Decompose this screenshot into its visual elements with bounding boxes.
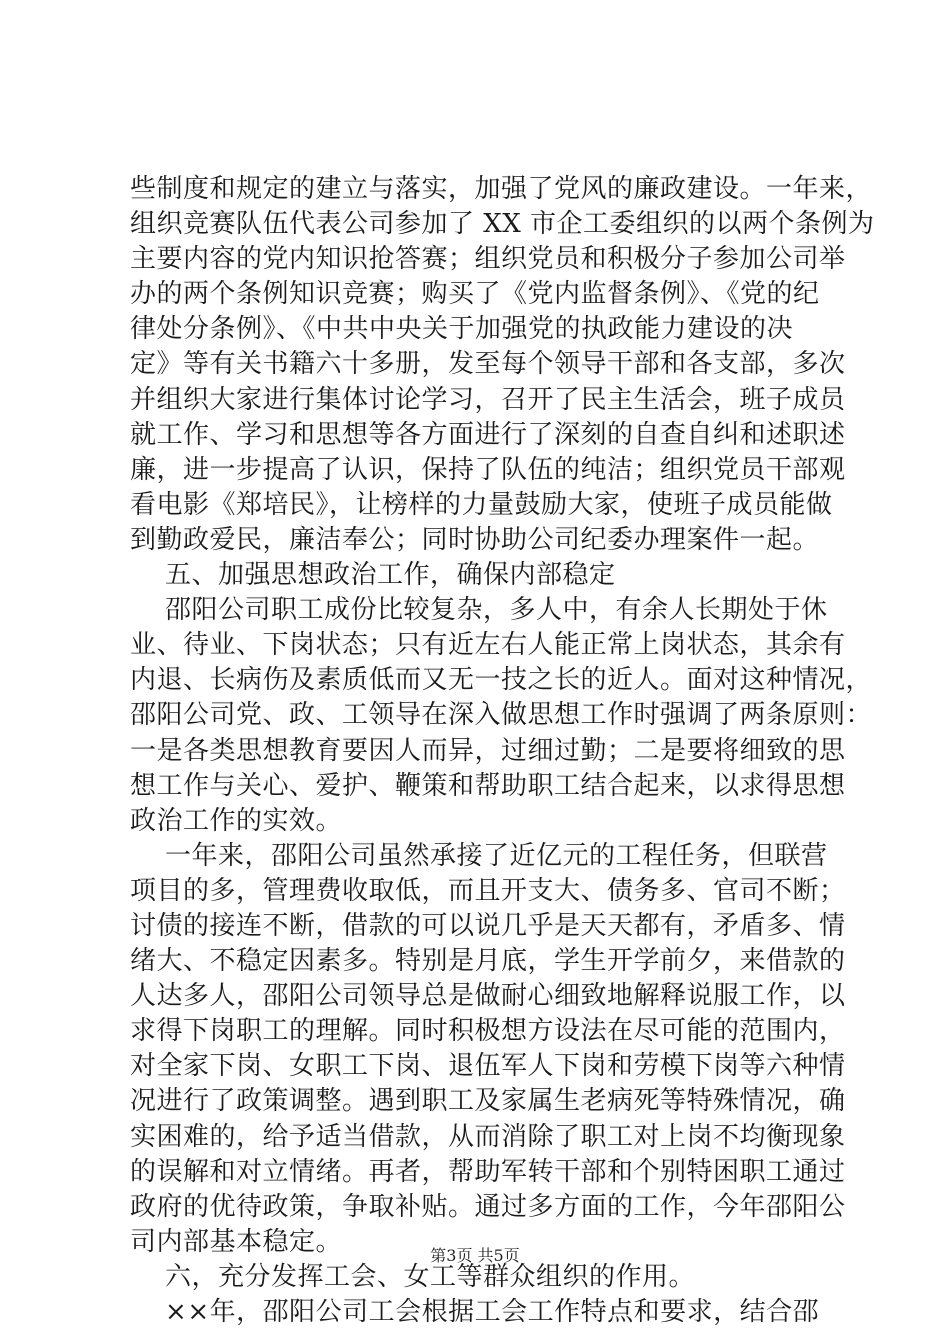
- text-line: 绪大、不稳定因素多。特别是月底，学生开学前夕，来借款的: [130, 946, 846, 977]
- text-line: 看电影《郑培民》，让榜样的力量鼓励大家，使班子成员能做: [130, 489, 833, 520]
- text-line: 组织竞赛队伍代表公司参加了 XX 市企工委组织的以两个条例为: [130, 209, 875, 240]
- text-line: ××年，邵阳公司工会根据工会工作特点和要求，结合邵: [130, 1297, 820, 1327]
- text-line: 主要内容的党内知识抢答赛；组织党员和积极分子参加公司举: [130, 244, 846, 275]
- text-line: 内退、长病伤及素质低而又无一技之长的近人。面对这种情况，: [130, 665, 873, 696]
- text-line: 的误解和对立情绪。再者，帮助军转干部和个别特困职工通过: [130, 1156, 846, 1187]
- text-line: 办的两个条例知识竞赛；购买了《党内监督条例》、《党的纪: [130, 279, 820, 310]
- text-line: 政治工作的实效。: [130, 805, 343, 836]
- section-heading: 五、加强思想政治工作，确保内部稳定: [130, 560, 616, 591]
- text-line: 并组织大家进行集体讨论学习，召开了民主生活会，班子成员: [130, 384, 846, 415]
- text-line: 况进行了政策调整。遇到职工及家属生老病死等特殊情况，确: [130, 1086, 846, 1117]
- text-line: 一年来，邵阳公司虽然承接了近亿元的工程任务，但联营: [130, 840, 828, 871]
- text-line: 邵阳公司党、政、工领导在深入做思想工作时强调了两条原则：: [130, 700, 873, 731]
- text-line: 一是各类思想教育要因人而异，过细过勤；二是要将细致的思: [130, 735, 846, 766]
- text-line: 定》等有关书籍六十多册，发至每个领导干部和各支部，多次: [130, 349, 846, 380]
- text-line: 司内部基本稳定。: [130, 1226, 343, 1257]
- text-line: 业、待业、下岗状态；只有近左右人能正常上岗状态，其余有: [130, 630, 846, 661]
- text-line: 人达多人，邵阳公司领导总是做耐心细致地解释说服工作，以: [130, 981, 846, 1012]
- document-body: [130, 172, 875, 1330]
- text-line: 对全家下岗、女职工下岗、退伍军人下岗和劳模下岗等六种情: [130, 1051, 846, 1082]
- text-line: 讨债的接连不断，借款的可以说几乎是天天都有，矛盾多、情: [130, 910, 846, 941]
- text-line: 就工作、学习和思想等各方面进行了深刻的自查自纠和述职述: [130, 419, 846, 450]
- section-heading: 六，充分发挥工会、女工等群众组织的作用。: [130, 1261, 696, 1292]
- text-line: 政府的优待政策，争取补贴。通过多方面的工作，今年邵阳公: [130, 1191, 846, 1222]
- text-line: 求得下岗职工的理解。同时积极想方设法在尽可能的范围内，: [130, 1016, 846, 1047]
- text-line: 到勤政爱民，廉洁奉公；同时协助公司纪委办理案件一起。: [130, 524, 820, 555]
- text-line: 项目的多，管理费收取低，而且开支大、债务多、官司不断；: [130, 875, 846, 906]
- text-line: 律处分条例》、《中共中央关于加强党的执政能力建设的决: [130, 314, 794, 345]
- text-line: 邵阳公司职工成份比较复杂，多人中，有余人长期处于休: [130, 595, 828, 626]
- text-line: 些制度和规定的建立与落实，加强了党风的廉政建设。一年来，: [130, 174, 873, 204]
- page-number-footer: 第3页 共5页: [430, 1246, 520, 1265]
- text-line: 想工作与关心、爱护、鞭策和帮助职工结合起来，以求得思想: [130, 770, 846, 801]
- text-line: 廉，进一步提高了认识，保持了队伍的纯洁；组织党员干部观: [130, 454, 846, 485]
- text-line: 实困难的，给予适当借款，从而消除了职工对上岗不均衡现象: [130, 1121, 846, 1152]
